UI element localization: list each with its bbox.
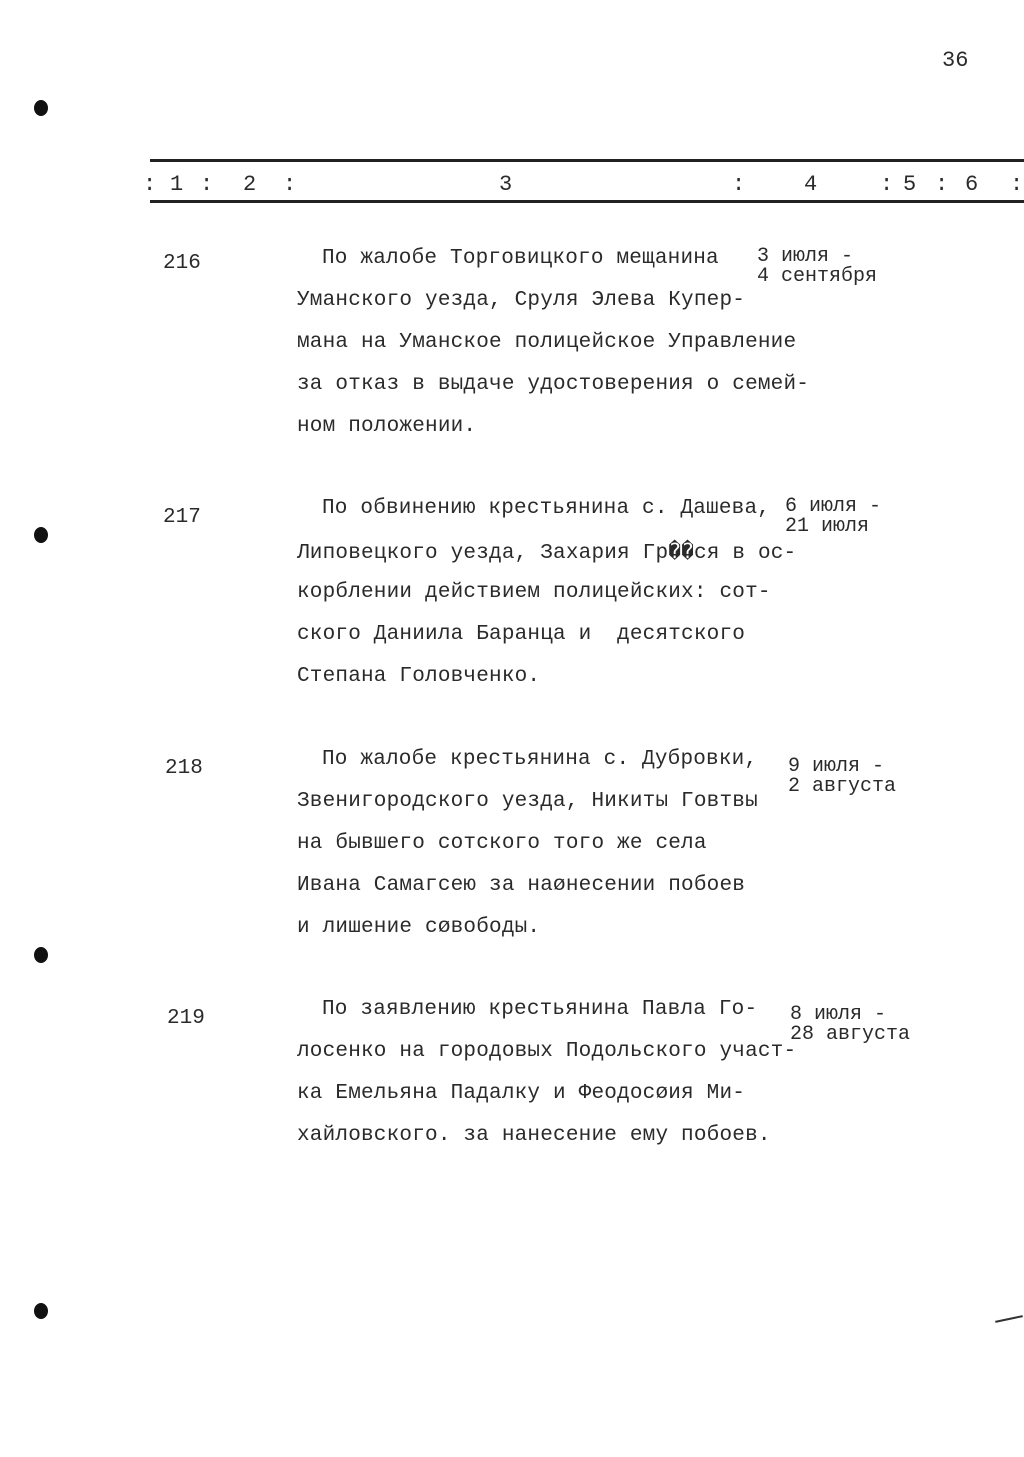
header-rule-bottom [150, 200, 1024, 203]
date-from: 9 июля - [788, 755, 885, 778]
entry-number: 217 [163, 506, 201, 529]
punch-hole [34, 527, 48, 543]
date-from: 8 июля - [790, 1003, 887, 1026]
date-to: 2 августа [788, 775, 897, 798]
date-from: 3 июля - [757, 245, 854, 268]
page-number: 36 [942, 48, 969, 73]
entry-number: 218 [165, 757, 203, 780]
date-to: 4 сентября [757, 265, 878, 288]
entry-number: 216 [163, 252, 201, 275]
margin-mark [995, 1315, 1023, 1323]
entry-number: 219 [167, 1007, 205, 1030]
punch-hole [34, 1303, 48, 1319]
date-from: 6 июля - [785, 495, 882, 518]
date-to: 28 августа [790, 1023, 911, 1046]
date-to: 21 июля [785, 515, 870, 538]
punch-hole [34, 100, 48, 116]
header-rule-top [150, 159, 1024, 162]
punch-hole [34, 947, 48, 963]
